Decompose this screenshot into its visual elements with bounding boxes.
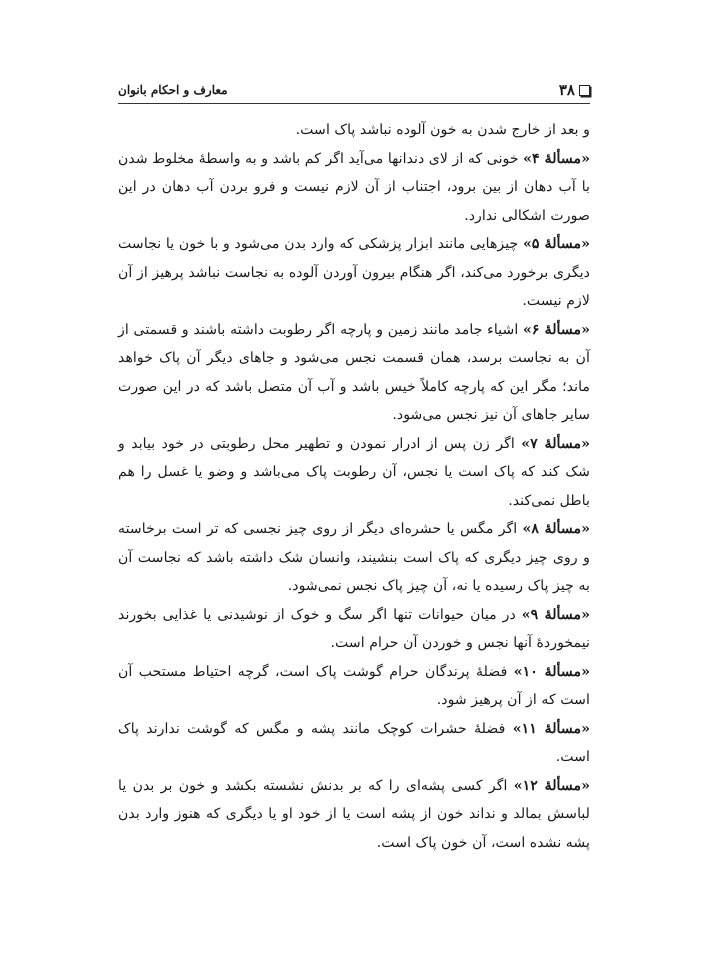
paragraph: [118, 116, 590, 145]
issue-label: «مسألۀ ۹»: [521, 606, 590, 623]
paragraph: [118, 145, 590, 231]
issue-label: «مسألۀ ۱۲»: [513, 777, 590, 794]
paragraph: [118, 316, 590, 430]
paragraph: [118, 772, 590, 858]
paragraph: [118, 230, 590, 316]
issue-label: «مسألۀ ۶»: [522, 321, 590, 338]
paragraph: [118, 715, 590, 772]
issue-label: «مسألۀ ۱۱»: [512, 720, 590, 737]
paragraph: [118, 430, 590, 516]
paragraph-text: اگر زن پس از ادرار نمودن و تطهیر محل رطوبتی در خود بیابد و شک کند که پاک است یا نجس، آن رطوبت پاک می‌باشد و وضو یا غسل را هم باطل نمی‌کند.: [118, 435, 590, 509]
paragraph-text: خونی که از لای دندانها می‌آید اگر کم باشد و به واسطۀ مخلوط شدن با آب دهان از بین برود، اجتناب از آن لازم نیست و فرو بردن آب دهان در این صورت اشکالی ندارد.: [118, 150, 590, 224]
body-text: [118, 116, 590, 857]
issue-label: «مسألۀ ۸»: [522, 521, 590, 537]
page-number: ۳۸: [558, 81, 575, 99]
paragraph: [118, 515, 590, 601]
paragraph-text: و بعد از خارج شدن به خون آلوده نباشد پاک است.: [295, 122, 590, 138]
paragraph-text: اگر کسی پشه‌ای را که بر بدنش نشسته بکشد و خون بر بدن یا لباسش بمالد و نداند خون از پشه است یا از خود او یا دیگری که هنوز وارد بدن پشه نشده است، آن خون پاک است.: [118, 777, 590, 851]
paragraph-text: فضلۀ حشرات کوچک مانند پشه و مگس که گوشت ندارند پاک است.: [118, 720, 590, 765]
page-number-block: [559, 81, 590, 99]
issue-label: «مسألۀ ۵»: [523, 236, 590, 252]
paragraph-text: اگر مگس یا حشره‌ای دیگر از روی چیز نجسی که تر است برخاسته و روی چیز دیگری که پاک است بنشیند، وانسان شک داشته باشد که نجاست آن به چیز پاک رسیده یا نه، آن چیز پاک نجس نمی‌شود.: [118, 521, 590, 594]
page-header: [118, 78, 590, 102]
paragraph-text: چیزهایی مانند ابزار پزشکی که وارد بدن می‌شود و با خون یا نجاست دیگری برخورد می‌کند، اگر هنگام بیرون آوردن آلوده به نجاست نباشد پرهیز از آن لازم نیست.: [118, 236, 590, 309]
issue-label: «مسألۀ ۷»: [521, 435, 590, 452]
paragraph: [118, 601, 590, 658]
issue-label: «مسألۀ ۴»: [523, 150, 590, 167]
paragraph-text: اشیاء جامد مانند زمین و پارچه اگر رطوبت داشته باشند و قسمتی از آن به نجاست برسد، همان قسمت نجس می‌شود و جاهای دیگر آن پاک خواهد ماند؛ مگر این که پارچه کاملاً خیس باشد و آب آن متصل باشد که در این صورت سایر جاهای آن نیز نجس می‌شود.: [118, 321, 590, 423]
square-bullet-icon: [579, 85, 590, 96]
paragraph-text: فضلۀ پرندگان حرام گوشت پاک است، گرچه احتیاط مستحب آن است که از آن پرهیز شود.: [118, 663, 590, 708]
paragraph-text: در میان حیوانات تنها اگر سگ و خوک از نوشیدنی یا غذایی بخورند نیمخوردۀ آنها نجس و خوردن آن حرام است.: [118, 606, 590, 651]
issue-label: «مسألۀ ۱۰»: [513, 663, 590, 680]
header-rule: [118, 103, 590, 104]
running-title: معارف و احکام بانوان: [118, 83, 228, 97]
paragraph: [118, 658, 590, 715]
